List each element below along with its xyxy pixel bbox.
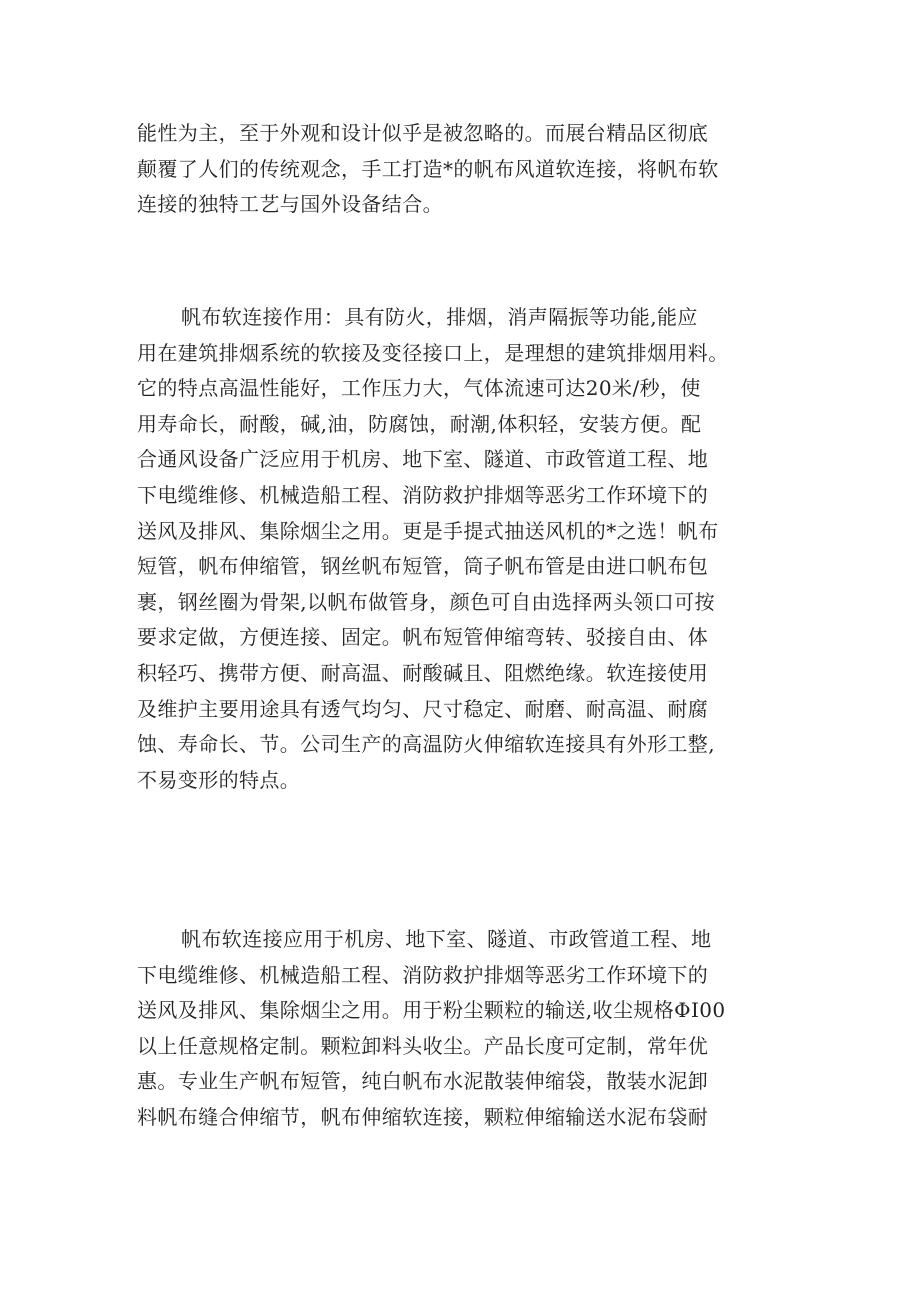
paragraph-line: 连接的独特工艺与国外设备结合。	[137, 192, 443, 217]
paragraph-line: 它的特点高温性能好，工作压力大，气体流速可达20米/秒，使	[137, 376, 701, 401]
paragraph-line: 用寿命长，耐酸，碱,油，防腐蚀，耐潮,体积轻，安装方便。配	[137, 411, 702, 436]
paragraph-line: 以上任意规格定制。颗粒卸料头收尘。产品长度可定制，常年优	[137, 1033, 709, 1058]
paragraph-line: 下电缆维修、机械造船工程、消防救护排烟等恶劣工作环境下的	[137, 962, 709, 987]
paragraph-line: 能性为主，至于外观和设计似乎是被忽略的。而展台精品区彻底	[137, 121, 709, 145]
paragraph-line: 料帆布缝合伸缩节，帆布伸缩软连接，颗粒伸缩输送水泥布袋耐	[137, 1104, 709, 1129]
paragraph-line: 送风及排风、集除烟尘之用。更是手提式抽送风机的*之选！帆布	[137, 518, 719, 543]
paragraph-line: 短管，帆布伸缩管，钢丝帆布短管，筒子帆布管是由进口帆布包	[137, 554, 709, 579]
paragraph-line: 积轻巧、携带方便、耐高温、耐酸碱且、阻燃绝缘。软连接使用	[137, 660, 709, 685]
paragraph-line: 用在建筑排烟系统的软接及变径接口上，是理想的建筑排烟用料。	[137, 340, 729, 365]
paragraph-line: 不易变形的特点。	[137, 767, 301, 792]
paragraph-line: 惠。专业生产帆布短管，纯白帆布水泥散装伸缩袋，散装水泥卸	[137, 1069, 709, 1094]
paragraph-1	[137, 116, 801, 223]
paragraph-line: 颠覆了人们的传统观念，手工打造*的帆布风道软连接，将帆布软	[137, 156, 719, 181]
paragraph-line: 帆布软连接作用：具有防火，排烟，消声隔振等功能,能应	[181, 305, 698, 329]
paragraph-line: 裹，钢丝圈为骨架,以帆布做管身，颜色可自由选择两头领口可按	[137, 589, 715, 614]
paragraph-line: 要求定做，方便连接、固定。帆布短管伸缩弯转、驳接自由、体	[137, 625, 709, 650]
paragraph-2	[137, 300, 801, 798]
paragraph-line: 帆布软连接应用于机房、地下室、隧道、市政管道工程、地	[181, 927, 712, 951]
paragraph-line: 下电缆维修、机械造船工程、消防救护排烟等恶劣工作环境下的	[137, 482, 709, 507]
paragraph-line: 合通风设备广泛应用于机房、地下室、隧道、市政管道工程、地	[137, 447, 709, 472]
paragraph-line: 送风及排风、集除烟尘之用。用于粉尘颗粒的输送,收尘规格ΦI00	[137, 998, 726, 1023]
paragraph-line: 及维护主要用途具有透气均匀、尺寸稳定、耐磨、耐高温、耐腐	[137, 696, 709, 721]
paragraph-3	[137, 922, 801, 1136]
paragraph-line: 蚀、寿命长、节。公司生产的高温防火伸缩软连接具有外形工整,	[137, 732, 715, 757]
